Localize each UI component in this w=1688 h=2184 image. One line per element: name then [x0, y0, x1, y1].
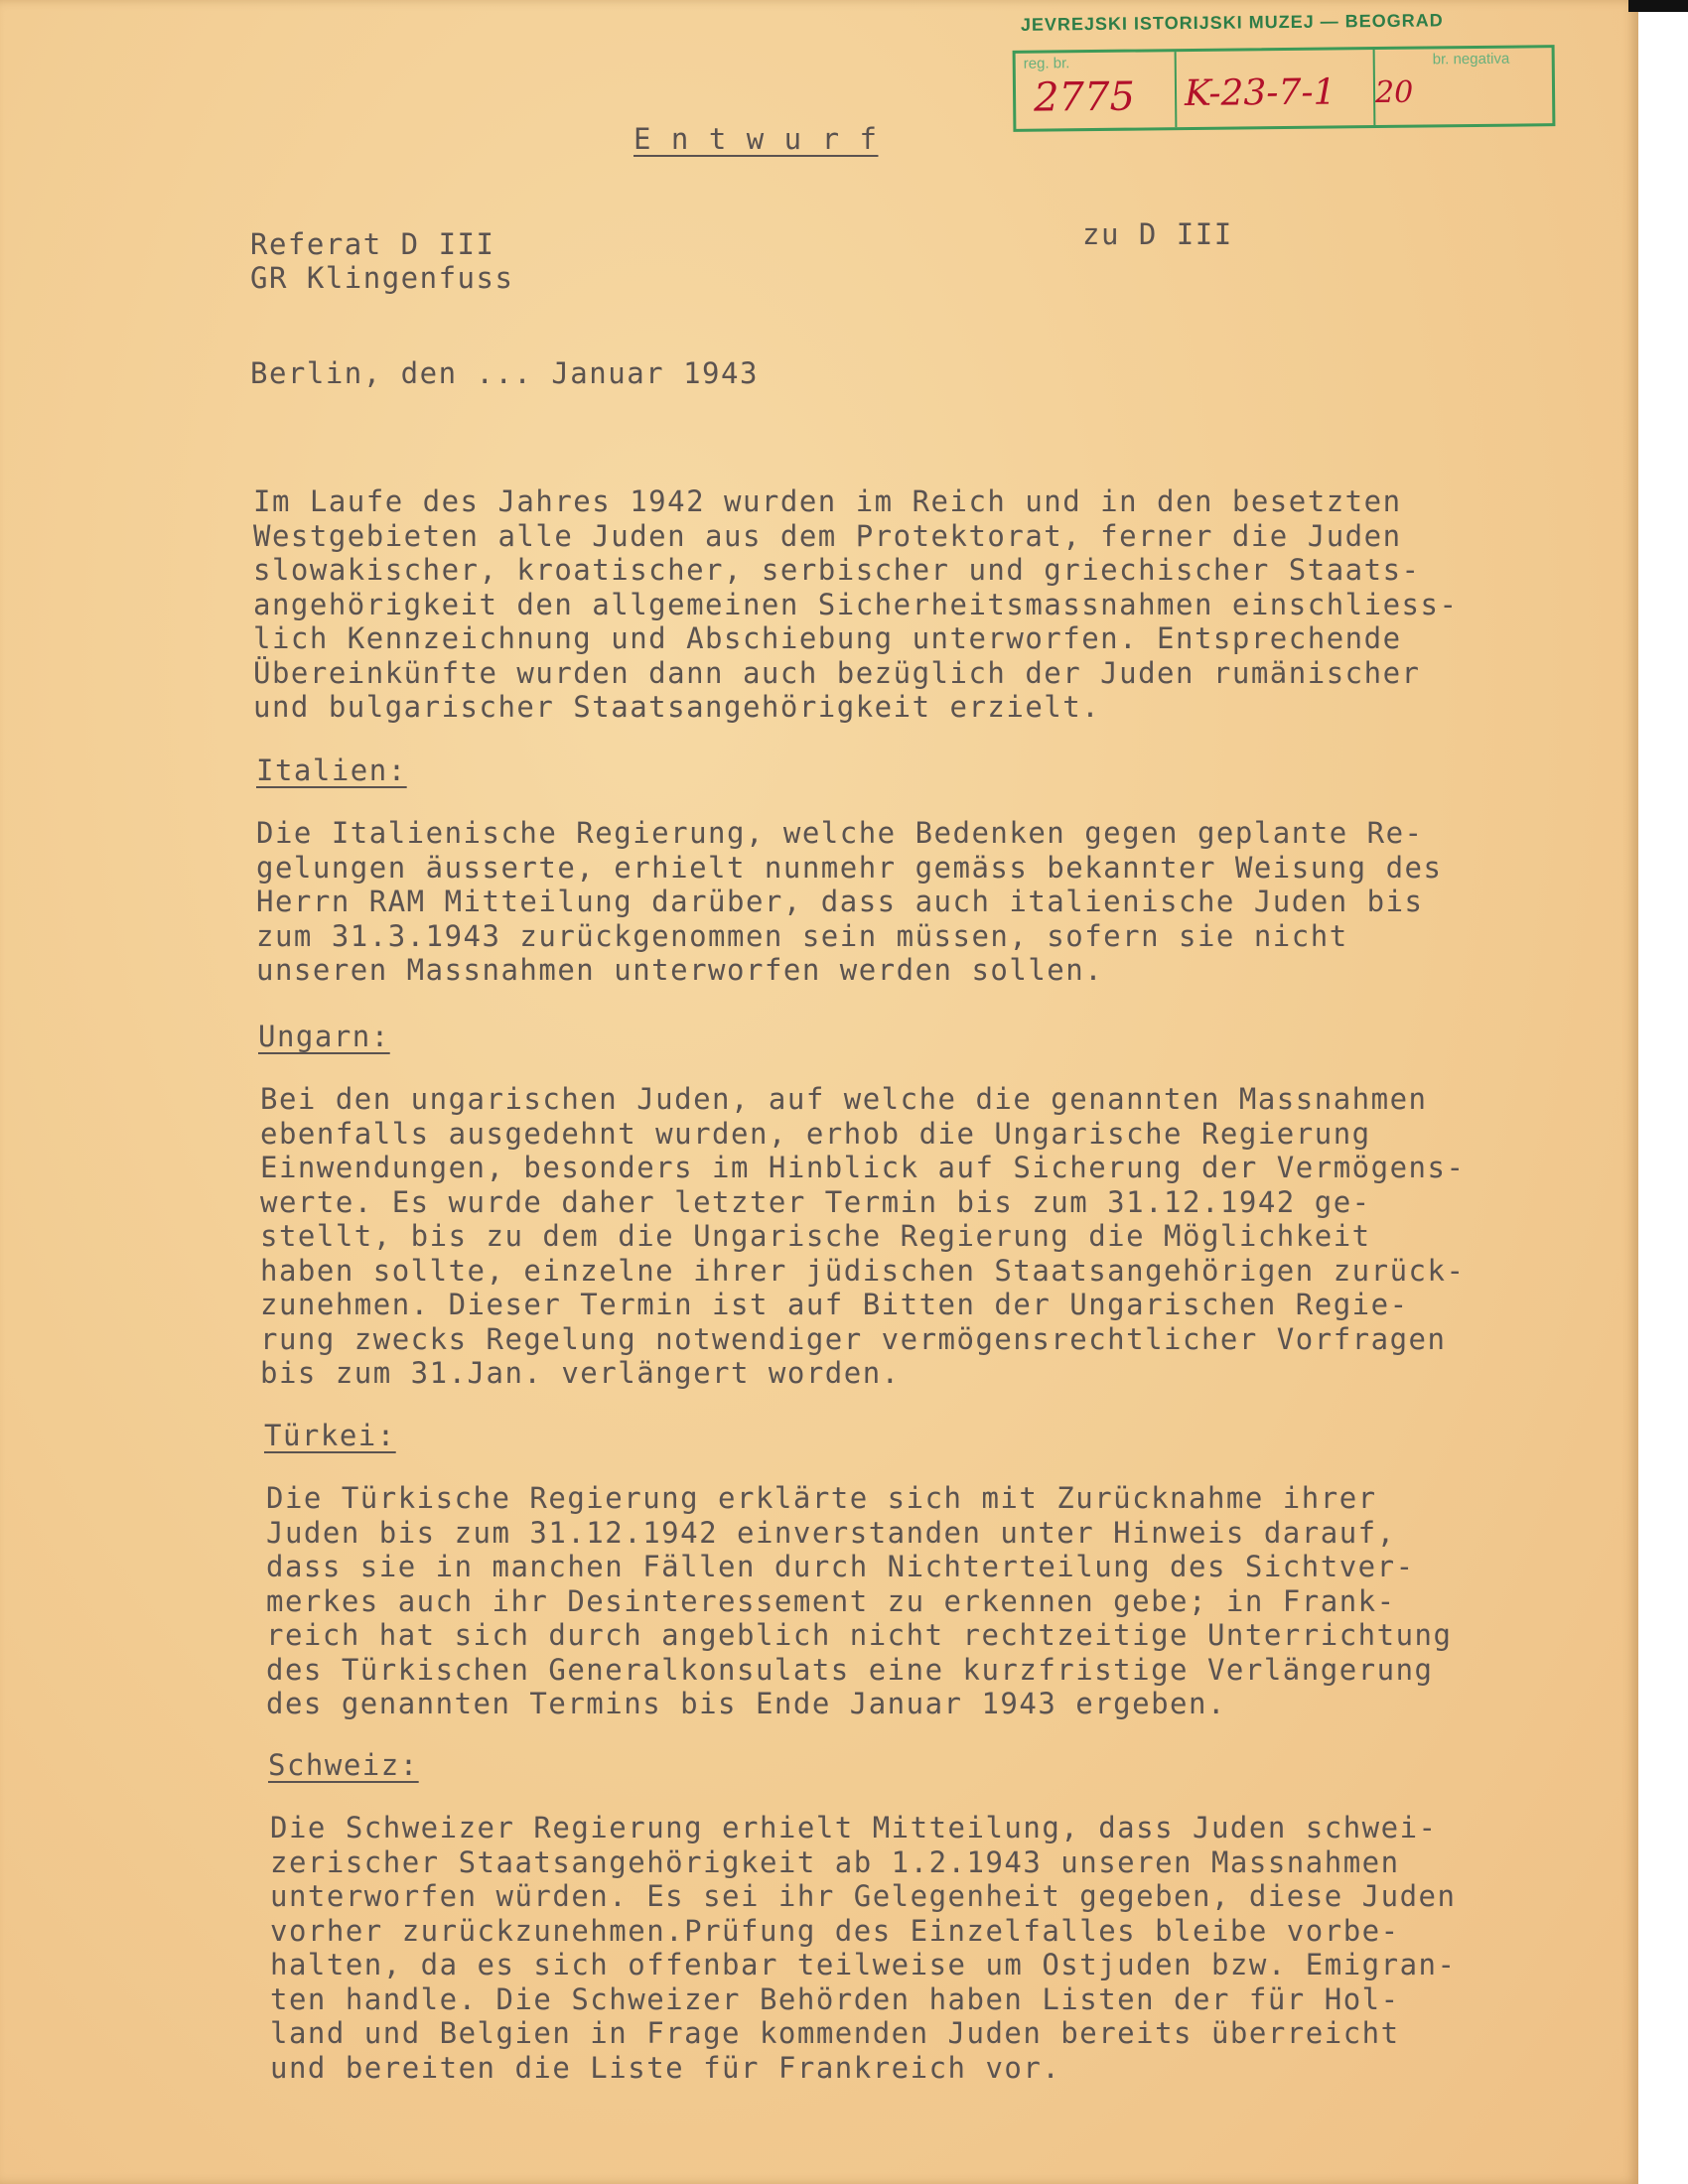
text-line: werte. Es wurde daher letzter Termin bis zum 31.12.1942 ge-: [260, 1184, 1371, 1219]
section-body-ungarn: [260, 1082, 1465, 1391]
text-line: Juden bis zum 31.12.1942 einverstanden unter Hinweis darauf,: [266, 1515, 1396, 1550]
text-line: Die Türkische Regierung erklärte sich mit Zurücknahme ihrer: [266, 1481, 1377, 1515]
sender-department: Referat D III: [250, 227, 495, 261]
stamp-page-number: 20: [1374, 74, 1414, 111]
text-line: Herrn RAM Mitteilung darüber, dass auch italienische Juden bis: [256, 885, 1424, 918]
text-line: des Türkischen Generalkonsulats eine kurzfristige Verlängerung: [266, 1652, 1434, 1687]
text-line: Einwendungen, besonders im Hinblick auf Sicherung der Vermögens-: [260, 1151, 1466, 1184]
text-line: merkes auch ihr Desinteressement zu erkennen gebe; in Frank-: [266, 1583, 1396, 1618]
section-heading-tuerkei: Türkei:: [264, 1419, 396, 1452]
text-line: bis zum 31.Jan. verlängert worden.: [260, 1356, 901, 1390]
text-line: ten handle. Die Schweizer Behörden haben Listen der für Hol-: [270, 1981, 1400, 2016]
text-line: stellt, bis zu dem die Ungarische Regierung die Möglichkeit: [260, 1219, 1371, 1253]
stamp-neg-label: br. negativa: [1432, 50, 1510, 68]
section-body-tuerkei: [266, 1481, 1452, 1721]
text-line: rung zwecks Regelung notwendiger vermögensrechtlicher Vorfragen: [260, 1321, 1447, 1356]
text-line: und bulgarischer Staatsangehörigkeit erzielt.: [253, 690, 1101, 724]
text-line: unseren Massnahmen unterworfen werden sollen.: [256, 953, 1104, 987]
text-line: haben sollte, einzelne ihrer jüdischen Staatsangehörigen zurück-: [260, 1253, 1466, 1288]
text-line: Die Italienische Regierung, welche Bedenken gegen geplante Re-: [256, 816, 1424, 850]
date-line: Berlin, den ... Januar 1943: [250, 356, 759, 390]
text-line: des genannten Termins bis Ende Januar 1943 ergeben.: [266, 1687, 1226, 1720]
section-heading-ungarn: Ungarn:: [258, 1020, 390, 1053]
section-heading-italien: Italien:: [256, 753, 407, 787]
sender-name: GR Klingenfuss: [250, 261, 514, 295]
text-line: lich Kennzeichnung und Abschiebung unterworfen. Entsprechende: [253, 621, 1402, 655]
text-line: land und Belgien in Frage kommenden Juden bereits überreicht: [270, 2016, 1400, 2050]
text-line: reich hat sich durch angeblich nicht rechtzeitige Unterrichtung: [266, 1618, 1453, 1652]
text-line: ebenfalls ausgedehnt wurden, erhob die Ungarische Regierung: [260, 1116, 1371, 1151]
text-line: slowakischer, kroatischer, serbischer und griechischer Staats-: [253, 553, 1421, 587]
archive-stamp: [1013, 45, 1556, 132]
text-line: vorher zurückzunehmen.Prüfung des Einzelfalles bleibe vorbe-: [270, 1913, 1400, 1948]
intro-paragraph: [253, 484, 1458, 725]
text-line: angehörigkeit den allgemeinen Sicherheitsmassnahmen einschliess-: [253, 587, 1459, 621]
stamp-cell-reg: [1016, 52, 1178, 129]
stamp-header: JEVREJSKI ISTORIJSKI MUZEJ — BEOGRAD: [1020, 10, 1444, 35]
section-body-schweiz: [270, 1811, 1456, 2085]
stamp-cell-page: [1373, 50, 1510, 125]
text-line: halten, da es sich offenbar teilweise um Ostjuden bzw. Emigran-: [270, 1948, 1457, 1981]
text-line: Übereinkünfte wurden dann auch bezüglich der Juden rumänischer: [253, 655, 1421, 690]
stamp-signature-code: K-23-7-1: [1184, 71, 1336, 115]
text-line: zum 31.3.1943 zurückgenommen sein müssen, sofern sie nicht: [256, 918, 1348, 953]
text-line: Bei den ungarischen Juden, auf welche die genannten Massnahmen: [260, 1082, 1428, 1116]
text-line: Im Laufe des Jahres 1942 wurden im Reich und in den besetzten: [253, 484, 1402, 518]
stamp-reg-label: reg. br.: [1023, 55, 1070, 72]
text-line: Westgebieten alle Juden aus dem Protektorat, ferner die Juden: [253, 518, 1402, 553]
document-title: E n t w u r f: [633, 122, 879, 156]
stamp-cell-signature: [1175, 50, 1376, 127]
scan-edge-bar: [1628, 0, 1688, 12]
text-line: zunehmen. Dieser Termin ist auf Bitten der Ungarischen Regie-: [260, 1288, 1409, 1321]
text-line: zerischer Staatsangehörigkeit ab 1.2.1943 unseren Massnahmen: [270, 1844, 1400, 1879]
text-line: gelungen äusserte, erhielt nunmehr gemäss bekannter Weisung des: [256, 850, 1443, 885]
text-line: Die Schweizer Regierung erhielt Mitteilung, dass Juden schwei-: [270, 1811, 1438, 1844]
text-line: unterworfen würden. Es sei ihr Gelegenheit gegeben, diese Juden: [270, 1879, 1457, 1913]
section-heading-schweiz: Schweiz:: [268, 1748, 419, 1782]
reference-line: zu D III: [1082, 217, 1233, 251]
text-line: dass sie in manchen Fällen durch Nichterteilung des Sichtver-: [266, 1550, 1415, 1583]
text-line: und bereiten die Liste für Frankreich vor.: [270, 2050, 1061, 2085]
stamp-reg-number: 2775: [1033, 73, 1136, 121]
section-body-italien: [256, 816, 1442, 988]
